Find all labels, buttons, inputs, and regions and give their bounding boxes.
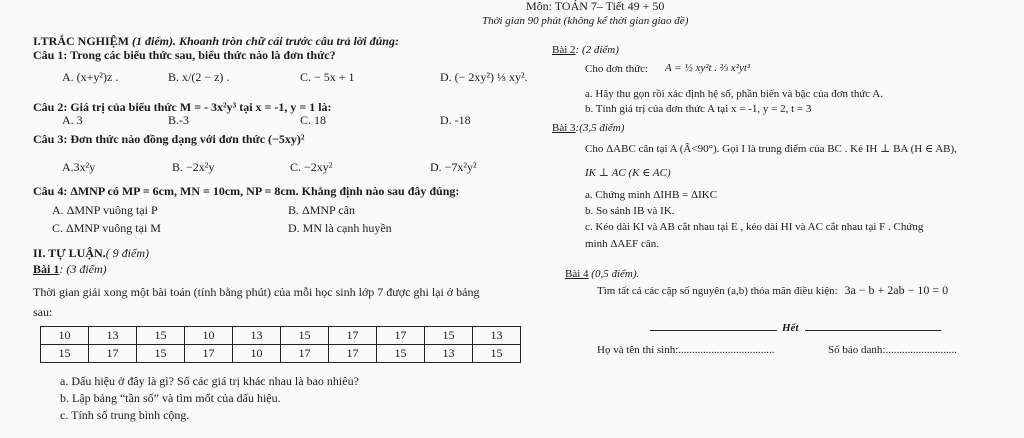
bai2-part-a: a. Hãy thu gọn rồi xác định hệ số, phần biến và bậc của đơn thức A. <box>585 88 884 100</box>
q4-option-c: C. ΔMNP vuông tại M <box>52 221 161 235</box>
bai3-line-2: IK ⊥ AC (K ∈ AC) <box>585 167 671 179</box>
q2-option-c: C. 18 <box>300 113 327 127</box>
q4-stem: Câu 4: ΔMNP có MP = 6cm, MN = 10cm, NP = 8cm. Khẳng định nào sau đây đúng: <box>33 184 460 198</box>
bai2-note: : (2 điểm) <box>575 44 619 56</box>
part2-note: ( 9 điểm) <box>105 246 150 260</box>
table-cell: 10 <box>185 327 233 345</box>
q4-option-a: A. ΔMNP vuông tại P <box>52 203 158 217</box>
student-id-field: Số báo danh:.......................... <box>828 344 957 356</box>
part1-note: (1 điểm). Khoanh tròn chữ cái trước câu trả lời đúng: <box>132 34 399 48</box>
bai2-heading <box>552 44 619 56</box>
bai1-part-b: b. Lập bảng “tần số” và tìm mốt của dấu hiệu. <box>60 391 281 405</box>
student-name-field: Họ và tên thí sinh:................................... <box>597 344 775 356</box>
bai4-heading <box>565 268 639 280</box>
table-cell: 13 <box>89 327 137 345</box>
bai4-equation: 3a − b + 2ab − 10 = 0 <box>844 283 949 297</box>
table-cell: 17 <box>377 327 425 345</box>
table-cell: 17 <box>329 327 377 345</box>
q1-option-d: D. (− 2xy²) ⅓ xy². <box>440 70 528 84</box>
q3-option-b: B. −2x²y <box>172 160 215 174</box>
table-cell: 17 <box>281 345 329 363</box>
bai1-part-c: c. Tính số trung bình cộng. <box>60 408 190 422</box>
end-marker: Hết <box>782 322 799 334</box>
end-divider-left <box>650 330 777 331</box>
table-cell: 15 <box>137 345 185 363</box>
q3-stem: Câu 3: Đơn thức nào đồng dạng với đơn thức (−5xy)² <box>33 132 305 146</box>
table-row <box>41 327 521 345</box>
table-cell: 15 <box>377 345 425 363</box>
bai3-title: Bài 3 <box>552 122 576 134</box>
q3-option-a: A.3x²y <box>62 160 96 174</box>
q3-option-d: D. −7x²y² <box>430 160 477 174</box>
bai4-stem-text: Tìm tất cả các cặp số nguyên (a,b) thỏa mãn điều kiện: <box>597 285 838 297</box>
part2-heading <box>33 246 149 261</box>
part1-heading <box>33 34 399 49</box>
bai2-formula: A = ½ xy²t . ⅔ x²yt³ <box>665 62 751 74</box>
table-cell: 17 <box>89 345 137 363</box>
q1-option-a: A. (x+y²)z . <box>62 70 119 84</box>
table-row <box>41 345 521 363</box>
bai4-stem <box>597 283 948 298</box>
q4-option-b: B. ΔMNP cân <box>288 203 355 217</box>
bai3-part-c-cont: minh ΔAEF cân. <box>585 238 659 250</box>
bai3-note: :(3,5 điểm) <box>575 122 625 134</box>
q1-option-b: B. x/(2 − z) . <box>168 70 230 84</box>
subject-header: Môn: TOÁN 7– Tiết 49 + 50 <box>526 0 665 13</box>
part2-title: II. TỰ LUẬN. <box>33 246 106 260</box>
bai4-title: Bài 4 <box>565 268 589 280</box>
bai3-part-a: a. Chứng minh ΔIHB = ΔIKC <box>585 189 718 201</box>
q2-option-a: A. 3 <box>62 113 83 127</box>
bai3-part-c: c. Kéo dài KI và AB cắt nhau tại E , kéo dài HI và AC cắt nhau tại F . Chứng <box>585 221 924 233</box>
table-cell: 15 <box>281 327 329 345</box>
bai4-note: (0,5 điểm). <box>588 268 640 280</box>
end-divider-right <box>805 330 941 331</box>
table-cell: 15 <box>41 345 89 363</box>
q2-option-d: D. -18 <box>440 113 471 127</box>
bai2-intro: Cho đơn thức: <box>585 63 649 75</box>
data-table <box>40 326 521 363</box>
bai1-part-a: a. Dấu hiệu ở đây là gì? Số các giá trị khác nhau là bao nhiêu? <box>60 374 359 388</box>
table-cell: 15 <box>425 327 473 345</box>
table-cell: 17 <box>185 345 233 363</box>
q1-option-c: C. − 5x + 1 <box>300 70 355 84</box>
bai1-note: : (3 điểm) <box>59 262 107 276</box>
q2-stem: Câu 2: Giá trị của biểu thức M = - 3x²y³ tại x = -1, y = 1 là: <box>33 100 332 114</box>
bai3-part-b: b. So sánh IB và IK. <box>585 205 675 217</box>
time-note: Thời gian 90 phút (không kể thời gian giao đề) <box>482 15 689 27</box>
bai2-part-b: b. Tính giá trị của đơn thức A tại x = -1, y = 2, t = 3 <box>585 103 812 115</box>
table-cell: 13 <box>473 327 521 345</box>
table-cell: 15 <box>473 345 521 363</box>
bai1-title: Bài 1 <box>33 262 60 276</box>
bai2-title: Bài 2 <box>552 44 576 56</box>
bai1-stem-2: sau: <box>33 305 53 319</box>
bai1-heading <box>33 262 107 277</box>
bai3-heading <box>552 122 624 134</box>
q2-option-b: B.-3 <box>168 113 189 127</box>
q3-option-c: C. −2xy² <box>290 160 333 174</box>
bai3-line-1: Cho ΔABC cân tại A (Â<90°). Gọi I là trung điểm của BC . Kẻ IH ⊥ BA (H ∈ AB), <box>585 143 957 155</box>
part1-title: I.TRẮC NGHIỆM <box>33 34 130 48</box>
table-cell: 15 <box>137 327 185 345</box>
bai1-stem: Thời gian giải xong một bài toán (tính bằng phút) của mỗi học sinh lớp 7 được ghi lại ở bảng <box>33 285 480 299</box>
q1-stem: Câu 1: Trong các biểu thức sau, biểu thức nào là đơn thức? <box>33 48 336 62</box>
table-cell: 10 <box>233 345 281 363</box>
table-cell: 17 <box>329 345 377 363</box>
table-cell: 13 <box>233 327 281 345</box>
table-cell: 13 <box>425 345 473 363</box>
table-cell: 10 <box>41 327 89 345</box>
q4-option-d: D. MN là cạnh huyền <box>288 221 392 235</box>
